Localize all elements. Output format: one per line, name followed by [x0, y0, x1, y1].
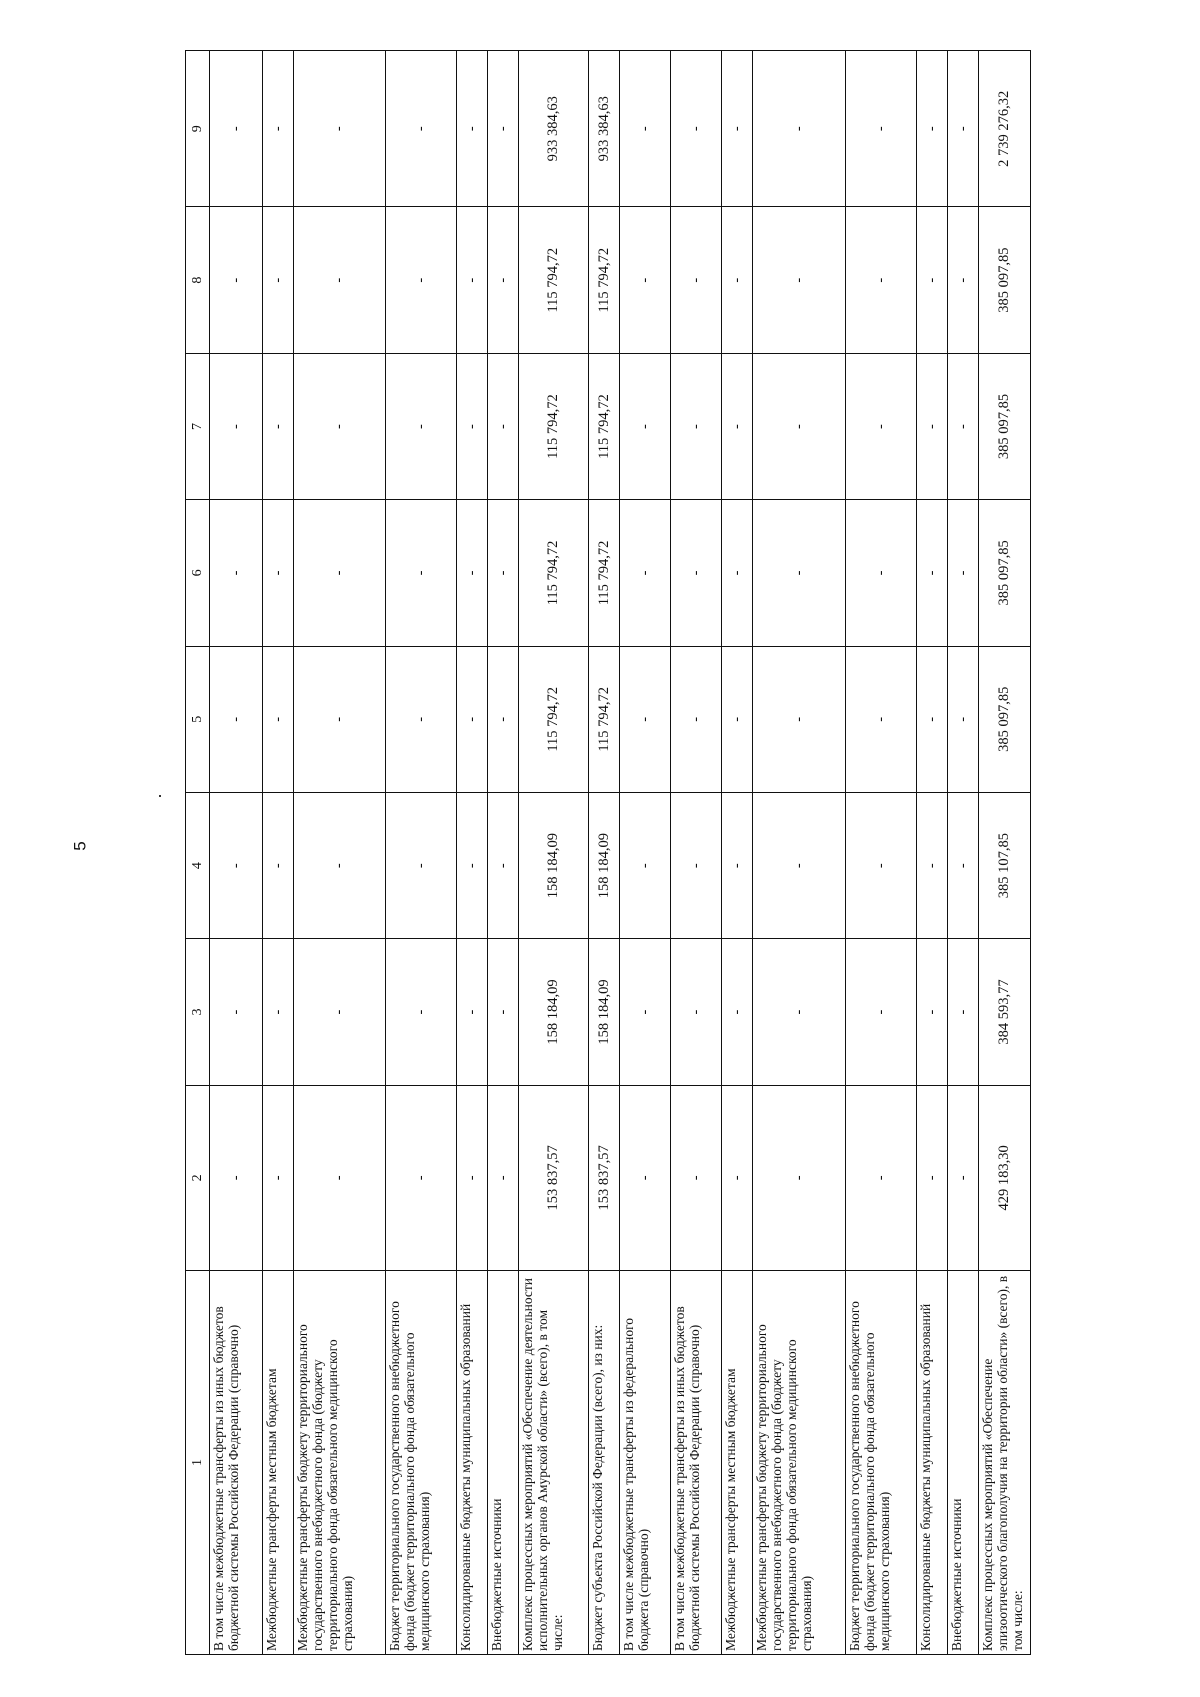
table-row [917, 51, 948, 1655]
value-cell: - [917, 500, 948, 646]
value-cell: - [210, 207, 263, 353]
row-label: Межбюджетные трансферты бюджету территориального государственного внебюджетного фонда (бюджету территориального фонда обязательного медицинского страхования) [753, 1270, 846, 1654]
value-cell: - [294, 646, 386, 792]
value-cell: - [620, 939, 671, 1085]
value-cell: - [753, 500, 846, 646]
value-cell: - [671, 51, 722, 207]
value-cell: - [846, 646, 917, 792]
value-cell: - [846, 939, 917, 1085]
value-cell: - [210, 939, 263, 1085]
table-row [386, 51, 457, 1655]
table-row [519, 51, 589, 1655]
value-cell: - [722, 207, 753, 353]
row-label: Внебюджетные источники [488, 1270, 519, 1654]
value-cell: - [457, 51, 488, 207]
value-cell: - [722, 646, 753, 792]
value-cell: - [948, 792, 979, 938]
value-cell: - [722, 353, 753, 499]
table-row [620, 51, 671, 1655]
value-cell: - [488, 500, 519, 646]
column-header-7: 7 [186, 353, 210, 499]
value-cell: - [294, 500, 386, 646]
value-cell: 158 184,09 [589, 792, 620, 938]
table-body [210, 51, 1031, 1655]
value-cell: - [671, 1085, 722, 1270]
row-label: Бюджет территориального государственного внебюджетного фонда (бюджет территориального фонда обязательного медицинского страхования) [386, 1270, 457, 1654]
table-header-row [186, 51, 210, 1655]
value-cell: 115 794,72 [519, 207, 589, 353]
value-cell: - [263, 1085, 294, 1270]
value-cell: - [753, 207, 846, 353]
value-cell: - [210, 792, 263, 938]
value-cell: 384 593,77 [979, 939, 1031, 1085]
value-cell: 153 837,57 [519, 1085, 589, 1270]
table-row [948, 51, 979, 1655]
row-label: Межбюджетные трансферты местным бюджетам [722, 1270, 753, 1654]
value-cell: - [386, 792, 457, 938]
value-cell: - [263, 792, 294, 938]
value-cell: - [294, 51, 386, 207]
value-cell: - [753, 51, 846, 207]
table-row [457, 51, 488, 1655]
row-label: Бюджет территориального государственного внебюджетного фонда (бюджет территориального фонда обязательного медицинского страхования) [846, 1270, 917, 1654]
value-cell: - [488, 939, 519, 1085]
value-cell: - [753, 1085, 846, 1270]
value-cell: - [386, 646, 457, 792]
value-cell: - [948, 1085, 979, 1270]
value-cell: - [294, 207, 386, 353]
value-cell: - [457, 939, 488, 1085]
rotated-table-container [185, 50, 1031, 1655]
value-cell: 115 794,72 [519, 500, 589, 646]
value-cell: - [917, 207, 948, 353]
value-cell: 158 184,09 [519, 939, 589, 1085]
value-cell: - [948, 353, 979, 499]
value-cell: - [294, 792, 386, 938]
row-label: В том числе межбюджетные трансферты из иных бюджетов бюджетной системы Российской Федерации (справочно) [671, 1270, 722, 1654]
value-cell: - [294, 1085, 386, 1270]
value-cell: - [488, 646, 519, 792]
value-cell: - [488, 51, 519, 207]
row-label: В том числе межбюджетные трансферты из иных бюджетов бюджетной системы Российской Федерации (справочно) [210, 1270, 263, 1654]
table-row [722, 51, 753, 1655]
value-cell: - [457, 792, 488, 938]
value-cell: - [620, 1085, 671, 1270]
value-cell: - [620, 500, 671, 646]
value-cell: 385 097,85 [979, 646, 1031, 792]
value-cell: - [671, 792, 722, 938]
value-cell: - [263, 939, 294, 1085]
value-cell: - [457, 500, 488, 646]
value-cell: - [263, 51, 294, 207]
value-cell: - [210, 1085, 263, 1270]
value-cell: - [294, 939, 386, 1085]
value-cell: - [917, 792, 948, 938]
value-cell: 385 107,85 [979, 792, 1031, 938]
column-header-8: 8 [186, 207, 210, 353]
row-label: Консолидированные бюджеты муниципальных образований [917, 1270, 948, 1654]
table-row [979, 51, 1031, 1655]
value-cell: 153 837,57 [589, 1085, 620, 1270]
value-cell: - [671, 646, 722, 792]
value-cell: 385 097,85 [979, 500, 1031, 646]
value-cell: - [917, 51, 948, 207]
value-cell: - [620, 51, 671, 207]
table-row [589, 51, 620, 1655]
value-cell: - [846, 207, 917, 353]
value-cell: 2 739 276,32 [979, 51, 1031, 207]
table-row [294, 51, 386, 1655]
value-cell: - [620, 207, 671, 353]
value-cell: - [620, 646, 671, 792]
column-header-5: 5 [186, 646, 210, 792]
value-cell: 429 183,30 [979, 1085, 1031, 1270]
value-cell: 115 794,72 [519, 646, 589, 792]
value-cell: - [386, 500, 457, 646]
value-cell: - [263, 207, 294, 353]
column-header-4: 4 [186, 792, 210, 938]
value-cell: - [620, 353, 671, 499]
value-cell: - [386, 51, 457, 207]
value-cell: - [488, 207, 519, 353]
row-label: Комплекс процессных мероприятий «Обеспечение деятельности исполнительных органов Амурской области» (всего), в том числе: [519, 1270, 589, 1654]
row-label: Межбюджетные трансферты бюджету территориального государственного внебюджетного фонда (бюджету территориального фонда обязательного медицинского страхования) [294, 1270, 386, 1654]
value-cell: - [671, 207, 722, 353]
value-cell: 115 794,72 [589, 500, 620, 646]
column-header-9: 9 [186, 51, 210, 207]
value-cell: - [722, 51, 753, 207]
value-cell: - [488, 353, 519, 499]
value-cell: - [263, 500, 294, 646]
value-cell: - [846, 1085, 917, 1270]
value-cell: - [846, 500, 917, 646]
value-cell: 385 097,85 [979, 207, 1031, 353]
value-cell: - [386, 207, 457, 353]
value-cell: - [917, 939, 948, 1085]
value-cell: - [488, 792, 519, 938]
value-cell: - [671, 939, 722, 1085]
table-row [210, 51, 263, 1655]
value-cell: - [386, 353, 457, 499]
value-cell: - [263, 646, 294, 792]
value-cell: - [671, 500, 722, 646]
row-label: Межбюджетные трансферты местным бюджетам [263, 1270, 294, 1654]
value-cell: - [457, 1085, 488, 1270]
row-label: Внебюджетные источники [948, 1270, 979, 1654]
value-cell: - [917, 646, 948, 792]
table-row [846, 51, 917, 1655]
value-cell: 115 794,72 [589, 646, 620, 792]
value-cell: - [210, 500, 263, 646]
table-row [671, 51, 722, 1655]
value-cell: - [846, 51, 917, 207]
value-cell: - [386, 1085, 457, 1270]
value-cell: - [722, 1085, 753, 1270]
value-cell: 115 794,72 [519, 353, 589, 499]
value-cell: - [753, 792, 846, 938]
value-cell: - [917, 1085, 948, 1270]
column-header-3: 3 [186, 939, 210, 1085]
value-cell: - [948, 51, 979, 207]
scan-speck [159, 795, 161, 797]
value-cell: 933 384,63 [519, 51, 589, 207]
value-cell: 115 794,72 [589, 207, 620, 353]
value-cell: - [210, 353, 263, 499]
row-label: Консолидированные бюджеты муниципальных образований [457, 1270, 488, 1654]
value-cell: - [386, 939, 457, 1085]
value-cell: - [210, 646, 263, 792]
value-cell: - [457, 207, 488, 353]
table-row [263, 51, 294, 1655]
value-cell: - [846, 353, 917, 499]
row-label: Комплекс процессных мероприятий «Обеспечение эпизоотического благополучия на территории области» (всего), в том числе: [979, 1270, 1031, 1654]
value-cell: - [917, 353, 948, 499]
value-cell: - [948, 939, 979, 1085]
column-header-6: 6 [186, 500, 210, 646]
column-header-1: 1 [186, 1270, 210, 1654]
value-cell: 385 097,85 [979, 353, 1031, 499]
value-cell: - [294, 353, 386, 499]
table-row [488, 51, 519, 1655]
value-cell: - [488, 1085, 519, 1270]
value-cell: - [846, 792, 917, 938]
value-cell: 933 384,63 [589, 51, 620, 207]
value-cell: - [263, 353, 294, 499]
page-number: 5 [70, 841, 90, 851]
value-cell: - [753, 353, 846, 499]
value-cell: 158 184,09 [589, 939, 620, 1085]
value-cell: - [722, 939, 753, 1085]
value-cell: 158 184,09 [519, 792, 589, 938]
value-cell: - [948, 646, 979, 792]
column-header-2: 2 [186, 1085, 210, 1270]
value-cell: - [948, 500, 979, 646]
value-cell: - [948, 207, 979, 353]
budget-table [185, 50, 1031, 1655]
value-cell: 115 794,72 [589, 353, 620, 499]
value-cell: - [753, 646, 846, 792]
row-label: Бюджет субъекта Российской Федерации (всего), из них: [589, 1270, 620, 1654]
value-cell: - [753, 939, 846, 1085]
value-cell: - [210, 51, 263, 207]
value-cell: - [620, 792, 671, 938]
value-cell: - [457, 646, 488, 792]
value-cell: - [722, 500, 753, 646]
value-cell: - [671, 353, 722, 499]
table-row [753, 51, 846, 1655]
row-label: В том числе межбюджетные трансферты из федерального бюджета (справочно) [620, 1270, 671, 1654]
value-cell: - [457, 353, 488, 499]
value-cell: - [722, 792, 753, 938]
